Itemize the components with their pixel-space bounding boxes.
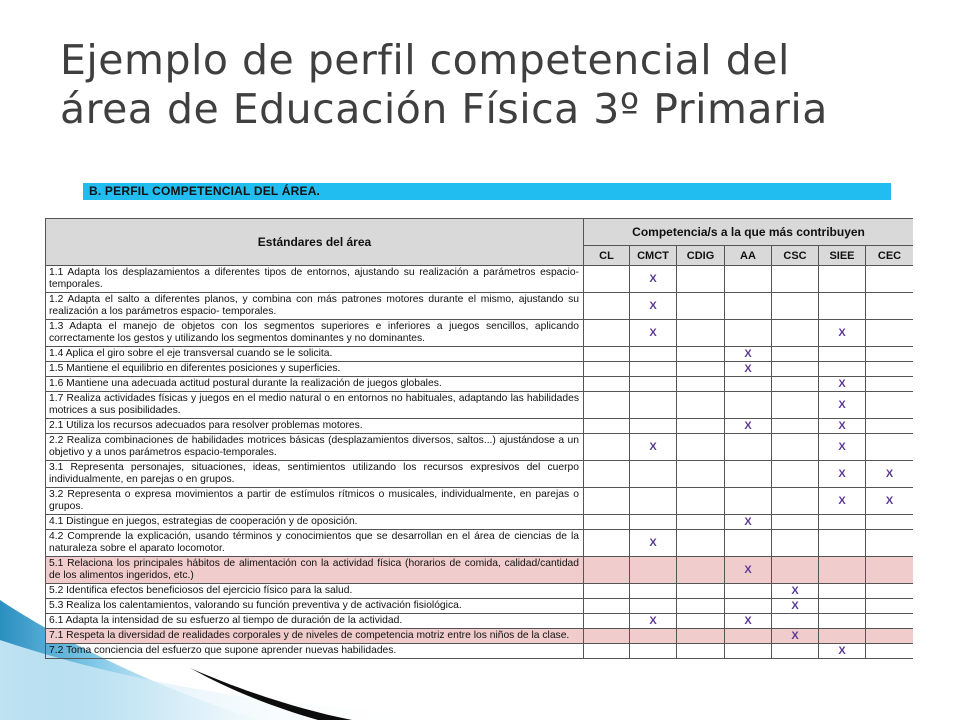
slide-title [60,36,940,134]
competencia-mark-aa: X [725,362,772,377]
competencia-mark-cdig [677,392,725,419]
competencia-mark-cdig [677,515,725,530]
competencia-mark-cmct [630,419,677,434]
standard-text: 1.7 Realiza actividades físicas y juegos en el medio natural o en entornos no habituales, adaptando las habilidades motrices a sus posibilidades. [46,392,584,419]
competencia-mark-csc [772,419,819,434]
competencia-mark-csc [772,557,819,584]
competencia-mark-cec [866,362,914,377]
competencia-mark-csc [772,293,819,320]
competencia-mark-cmct [630,584,677,599]
competencias-header: Competencia/s a la que más contribuyen [584,219,914,246]
competencia-mark-csc: X [772,599,819,614]
table-row [46,419,914,434]
competencia-mark-cdig [677,347,725,362]
competencia-mark-csc [772,320,819,347]
table-row [46,530,914,557]
competencia-mark-cl [584,347,630,362]
competencia-mark-cec [866,629,914,644]
competencia-mark-cl [584,557,630,584]
competencia-mark-aa: X [725,347,772,362]
competencia-mark-cmct: X [630,614,677,629]
standard-text: 6.1 Adapta la intensidad de su esfuerzo al tiempo de duración de la actividad. [46,614,584,629]
table-row [46,461,914,488]
table-row [46,293,914,320]
standard-text: 3.2 Representa o expresa movimientos a partir de estímulos rítmicos o musicales, individualmente, en parejas o grupos. [46,488,584,515]
competencia-mark-cec [866,614,914,629]
competencia-mark-siee: X [819,392,866,419]
competencia-mark-cec: X [866,461,914,488]
table-row [46,362,914,377]
competencia-mark-cmct [630,629,677,644]
competencia-mark-cdig [677,614,725,629]
competencias-table [45,218,913,659]
competencia-mark-cmct [630,557,677,584]
section-bar [83,183,891,200]
competencia-header-siee: SIEE [819,246,866,266]
competencia-mark-cmct: X [630,320,677,347]
competencia-mark-cmct: X [630,530,677,557]
competencia-mark-cl [584,629,630,644]
competencia-mark-cec [866,377,914,392]
competencia-mark-csc: X [772,629,819,644]
competencia-mark-siee [819,347,866,362]
competencia-mark-cmct [630,377,677,392]
table-row [46,320,914,347]
table-row [46,392,914,419]
competencia-mark-cdig [677,293,725,320]
competencia-mark-aa [725,377,772,392]
competencia-mark-cec [866,320,914,347]
competencia-mark-cdig [677,419,725,434]
competencia-mark-siee [819,584,866,599]
competencia-mark-cmct: X [630,434,677,461]
standard-text: 3.1 Representa personajes, situaciones, ideas, sentimientos utilizando los recursos expresivos del cuerpo individualmente, en parejas o en grupos. [46,461,584,488]
competencia-mark-aa [725,293,772,320]
competencia-header-cdig: CDIG [677,246,725,266]
standard-text: 5.1 Relaciona los principales hábitos de alimentación con la actividad física (horarios de comida, calidad/cantidad de los alimentos ingeridos, etc.) [46,557,584,584]
competencia-mark-cmct: X [630,266,677,293]
competencia-mark-cec [866,419,914,434]
competencia-mark-aa [725,488,772,515]
competencia-mark-siee [819,293,866,320]
competencia-mark-siee: X [819,377,866,392]
standard-text: 5.3 Realiza los calentamientos, valorando su función preventiva y de activación fisiológica. [46,599,584,614]
competencia-mark-aa [725,392,772,419]
competencia-mark-cl [584,266,630,293]
competencia-header-aa: AA [725,246,772,266]
competencia-mark-cec [866,599,914,614]
competencia-mark-csc [772,362,819,377]
competencia-mark-cl [584,434,630,461]
competencia-mark-cl [584,419,630,434]
competencia-mark-siee: X [819,644,866,659]
competencia-mark-aa: X [725,557,772,584]
competencia-mark-cl [584,599,630,614]
competencia-mark-csc [772,461,819,488]
competencia-mark-cec [866,347,914,362]
competencia-header-cl: CL [584,246,630,266]
competencia-mark-csc: X [772,584,819,599]
competencia-mark-aa [725,266,772,293]
competencia-mark-siee [819,530,866,557]
competencia-mark-csc [772,392,819,419]
competencia-mark-csc [772,530,819,557]
competencia-mark-cdig [677,530,725,557]
competencia-mark-cmct [630,644,677,659]
standard-text: 1.1 Adapta los desplazamientos a diferentes tipos de entornos, ajustando su realización a parámetros espacio-temporales. [46,266,584,293]
standard-text: 1.2 Adapta el salto a diferentes planos, y combina con más patrones motores durante el mismo, ajustando su realización a los parámetros espacio- temporales. [46,293,584,320]
table-row [46,434,914,461]
competencia-mark-aa [725,461,772,488]
competencia-mark-cl [584,320,630,347]
competencia-mark-cl [584,614,630,629]
table-row [46,614,914,629]
competencia-mark-cdig [677,362,725,377]
competencia-mark-cec [866,293,914,320]
table-row [46,557,914,584]
table-row [46,599,914,614]
standard-text: 1.4 Aplica el giro sobre el eje transversal cuando se le solicita. [46,347,584,362]
competencia-mark-cl [584,392,630,419]
competencia-mark-cec [866,266,914,293]
competencia-mark-cdig [677,320,725,347]
competencia-mark-siee [819,614,866,629]
competencia-mark-aa [725,584,772,599]
competencia-mark-aa: X [725,515,772,530]
competencia-mark-cl [584,293,630,320]
competencia-mark-siee: X [819,488,866,515]
competencia-mark-siee: X [819,419,866,434]
slide-title-line-2: área de Educación Física 3º Primaria [60,85,828,133]
competencias-table-container [45,218,913,668]
competencia-mark-siee [819,515,866,530]
standard-text: 7.2 Toma conciencia del esfuerzo que supone aprender nuevas habilidades. [46,644,584,659]
table-row [46,347,914,362]
competencia-mark-cdig [677,557,725,584]
competencia-mark-siee: X [819,434,866,461]
competencia-mark-cdig [677,377,725,392]
competencia-mark-siee [819,557,866,584]
competencia-mark-cmct [630,599,677,614]
standard-text: 1.5 Mantiene el equilibrio en diferentes posiciones y superficies. [46,362,584,377]
competencia-mark-siee: X [819,320,866,347]
competencia-mark-aa [725,599,772,614]
competencia-mark-cdig [677,599,725,614]
section-bar-label: B. PERFIL COMPETENCIAL DEL ÁREA. [89,184,321,198]
competencia-header-cec: CEC [866,246,914,266]
competencia-mark-aa [725,434,772,461]
standard-text: 7.1 Respeta la diversidad de realidades corporales y de niveles de competencia motriz entre los niños de la clase. [46,629,584,644]
competencia-mark-cmct [630,392,677,419]
competencia-mark-cec [866,434,914,461]
standards-header: Estándares del área [46,219,584,266]
table-body [46,266,914,659]
competencia-mark-csc [772,644,819,659]
competencia-mark-siee [819,629,866,644]
competencia-mark-cl [584,362,630,377]
competencia-mark-cec [866,584,914,599]
competencia-mark-siee: X [819,461,866,488]
competencia-mark-aa: X [725,614,772,629]
competencia-mark-cl [584,530,630,557]
competencia-mark-csc [772,377,819,392]
competencia-mark-cl [584,584,630,599]
competencia-mark-cdig [677,461,725,488]
competencia-mark-cec: X [866,488,914,515]
standard-text: 1.3 Adapta el manejo de objetos con los segmentos superiores e inferiores a juegos sencillos, aplicando correctamente los gestos y utilizando los segmentos dominantes y no dominantes. [46,320,584,347]
competencia-mark-csc [772,614,819,629]
competencia-mark-siee [819,599,866,614]
competencia-mark-aa [725,530,772,557]
competencia-mark-siee [819,266,866,293]
competencia-mark-cmct [630,488,677,515]
competencia-mark-cdig [677,644,725,659]
competencia-mark-cdig [677,584,725,599]
competencia-mark-cec [866,530,914,557]
table-row [46,629,914,644]
competencia-mark-cec [866,557,914,584]
competencia-mark-aa [725,629,772,644]
competencia-mark-cl [584,488,630,515]
competencia-mark-cl [584,515,630,530]
standard-text: 4.2 Comprende la explicación, usando términos y conocimientos que se desarrollan en el área de ciencias de la naturaleza sobre el aparato locomotor. [46,530,584,557]
competencia-mark-cl [584,377,630,392]
table-row [46,266,914,293]
competencia-mark-cdig [677,488,725,515]
slide-title-line-1: Ejemplo de perfil competencial del [60,36,790,84]
competencia-mark-cdig [677,266,725,293]
competencia-header-cmct: CMCT [630,246,677,266]
table-row [46,584,914,599]
competencia-mark-cec [866,392,914,419]
competencia-mark-cmct [630,347,677,362]
competencia-mark-cdig [677,434,725,461]
competencia-mark-csc [772,347,819,362]
standard-text: 2.1 Utiliza los recursos adecuados para resolver problemas motores. [46,419,584,434]
competencia-header-csc: CSC [772,246,819,266]
competencia-mark-csc [772,266,819,293]
table-row [46,644,914,659]
competencia-mark-siee [819,362,866,377]
competencia-mark-cec [866,515,914,530]
standard-text: 2.2 Realiza combinaciones de habilidades motrices básicas (desplazamientos diversos, saltos...) ajustándose a un objetivo y a unos parámetros espacio-temporales. [46,434,584,461]
standard-text: 5.2 Identifica efectos beneficiosos del ejercicio físico para la salud. [46,584,584,599]
competencia-mark-aa: X [725,419,772,434]
competencia-mark-csc [772,434,819,461]
table-row [46,515,914,530]
competencia-mark-cmct [630,461,677,488]
competencia-mark-cmct: X [630,293,677,320]
competencia-mark-cmct [630,515,677,530]
standard-text: 1.6 Mantiene una adecuada actitud postural durante la realización de juegos globales. [46,377,584,392]
competencia-mark-cl [584,461,630,488]
competencia-mark-cmct [630,362,677,377]
competencia-mark-cl [584,644,630,659]
competencia-mark-aa [725,644,772,659]
table-row [46,377,914,392]
table-row [46,488,914,515]
standard-text: 4.1 Distingue en juegos, estrategias de cooperación y de oposición. [46,515,584,530]
competencia-mark-csc [772,488,819,515]
competencia-mark-aa [725,320,772,347]
competencia-mark-cdig [677,629,725,644]
competencia-mark-cec [866,644,914,659]
competencia-mark-csc [772,515,819,530]
